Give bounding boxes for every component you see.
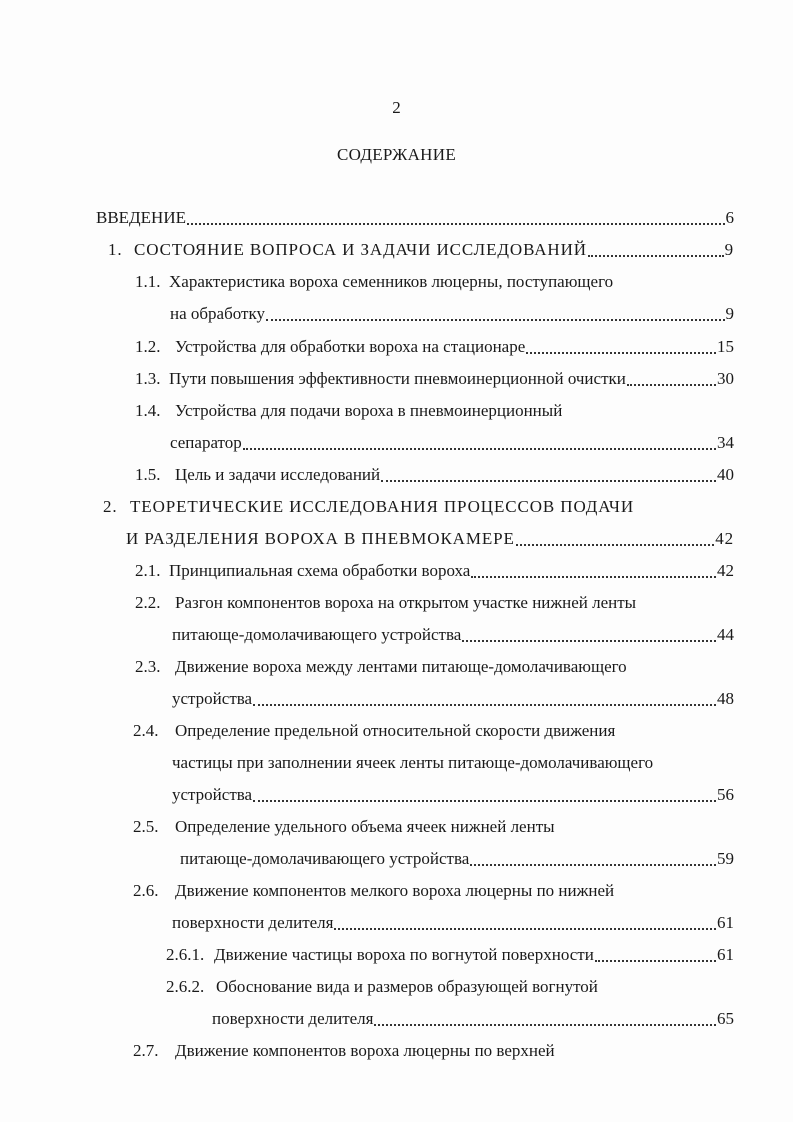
toc-entry-text: Определение предельной относительной скорости движения bbox=[175, 721, 616, 740]
toc-entry-text: Устройства для подачи вороха в пневмоинерционный bbox=[175, 401, 563, 420]
toc-title: СОДЕРЖАНИЕ bbox=[336, 145, 457, 164]
toc-entry-number: 1.5. bbox=[135, 465, 161, 484]
toc-entry-page: 42 bbox=[717, 561, 734, 580]
toc-entry-text: Разгон компонентов вороха на открытом участке нижней ленты bbox=[175, 593, 637, 612]
toc-entry-page: 56 bbox=[717, 785, 734, 804]
toc-entry-text: питающе-домолачивающего устройства bbox=[180, 849, 470, 868]
toc-entry-text: питающе-домолачивающего устройства bbox=[172, 625, 462, 644]
toc-entry-number: 2.4. bbox=[133, 721, 159, 740]
toc-entry-2-3-cont[interactable] bbox=[172, 688, 734, 710]
toc-entry-page: 61 bbox=[717, 945, 734, 964]
toc-entry-page: 40 bbox=[717, 465, 734, 484]
toc-entry-number: 1.2. bbox=[135, 337, 161, 356]
toc-entry-number: 2. bbox=[103, 497, 118, 516]
toc-entry-text: поверхности делителя bbox=[172, 913, 334, 932]
toc-entry-text: Устройства для обработки вороха на стационаре bbox=[175, 337, 526, 356]
dot-leader bbox=[470, 852, 716, 866]
toc-entry-2-6-1[interactable] bbox=[166, 944, 734, 966]
dot-leader bbox=[471, 564, 716, 578]
dot-leader bbox=[627, 372, 716, 386]
toc-entry-number: 1.1. bbox=[135, 272, 161, 291]
toc-entry-text: ВВЕДЕНИЕ bbox=[96, 208, 186, 227]
toc-entry-2-4[interactable] bbox=[133, 720, 734, 742]
toc-entry-2-1[interactable] bbox=[135, 560, 734, 582]
toc-entry-text: Движение вороха между лентами питающе-домолачивающего bbox=[175, 657, 627, 676]
toc-entry-text: частицы при заполнении ячеек ленты питающе-домолачивающего bbox=[172, 753, 654, 772]
toc-entry-1-4[interactable] bbox=[135, 400, 734, 422]
toc-entry-1-2[interactable] bbox=[135, 336, 734, 358]
toc-entry-page: 44 bbox=[717, 625, 734, 644]
toc-entry-number: 1.3. bbox=[135, 369, 161, 388]
dot-leader bbox=[595, 948, 716, 962]
page-number: 2 bbox=[392, 98, 401, 117]
toc-entry-page: 42 bbox=[715, 529, 734, 548]
toc-entry-text: устройства bbox=[172, 785, 253, 804]
toc-entry-2-3[interactable] bbox=[135, 656, 734, 678]
toc-entry-number: 1.4. bbox=[135, 401, 161, 420]
toc-entry-chapter-2[interactable] bbox=[103, 496, 734, 518]
toc-entry-2-4-cont-1[interactable] bbox=[172, 752, 734, 774]
toc-entry-text: Пути повышения эффективности пневмоинерционной очистки bbox=[169, 369, 626, 388]
toc-entry-number: 2.6.2. bbox=[166, 977, 205, 996]
toc-entry-text: Цель и задачи исследований bbox=[175, 465, 381, 484]
toc-entry-intro[interactable] bbox=[96, 207, 734, 229]
toc-entry-1-5[interactable] bbox=[135, 464, 734, 486]
dot-leader bbox=[588, 243, 724, 257]
toc-entry-1-4-cont[interactable] bbox=[170, 432, 734, 454]
toc-entry-page: 6 bbox=[725, 208, 734, 227]
toc-entry-2-2[interactable] bbox=[135, 592, 734, 614]
toc-entry-page: 15 bbox=[717, 337, 734, 356]
dot-leader bbox=[381, 468, 716, 482]
toc-entry-text: Движение компонентов мелкого вороха люцерны по нижней bbox=[175, 881, 615, 900]
toc-entry-page: 59 bbox=[717, 849, 734, 868]
toc-entry-2-4-cont-2[interactable] bbox=[172, 784, 734, 806]
toc-entry-text: Определение удельного объема ячеек нижней ленты bbox=[175, 817, 555, 836]
toc-entry-2-5-cont[interactable] bbox=[180, 848, 734, 870]
toc-entry-text: поверхности делителя bbox=[212, 1009, 374, 1028]
toc-entry-page: 9 bbox=[725, 304, 734, 323]
toc-entry-text: устройства bbox=[172, 689, 253, 708]
dot-leader bbox=[526, 340, 716, 354]
toc-entry-1-1-cont[interactable] bbox=[170, 303, 734, 325]
toc-entry-number: 2.5. bbox=[133, 817, 159, 836]
toc-entry-page: 65 bbox=[717, 1009, 734, 1028]
dot-leader bbox=[374, 1012, 716, 1026]
toc-entry-page: 34 bbox=[717, 433, 734, 452]
dot-leader bbox=[243, 436, 716, 450]
toc-entry-page: 48 bbox=[717, 689, 734, 708]
toc-entry-text: И РАЗДЕЛЕНИЯ ВОРОХА В ПНЕВМОКАМЕРЕ bbox=[126, 529, 515, 548]
toc-entry-text: на обработку bbox=[170, 304, 265, 323]
dot-leader bbox=[253, 788, 716, 802]
dot-leader bbox=[253, 692, 716, 706]
toc-entry-number: 2.6. bbox=[133, 881, 159, 900]
toc-entry-number: 2.2. bbox=[135, 593, 161, 612]
toc-entry-2-6-cont[interactable] bbox=[172, 912, 734, 934]
toc-entry-page: 61 bbox=[717, 913, 734, 932]
toc-entry-2-6-2-cont[interactable] bbox=[212, 1008, 734, 1030]
toc-entry-chapter-2-cont[interactable] bbox=[126, 528, 734, 550]
toc-entry-page: 30 bbox=[717, 369, 734, 388]
toc-entry-2-2-cont[interactable] bbox=[172, 624, 734, 646]
toc-entry-text: сепаратор bbox=[170, 433, 242, 452]
toc-entry-1-3[interactable] bbox=[135, 368, 734, 390]
toc-entry-2-6-2[interactable] bbox=[166, 976, 734, 998]
toc-entry-text: Принципиальная схема обработки вороха bbox=[169, 561, 471, 580]
toc-entry-chapter-1[interactable] bbox=[108, 239, 734, 261]
dot-leader bbox=[187, 211, 725, 225]
toc-entry-2-5[interactable] bbox=[133, 816, 734, 838]
toc-entry-number: 2.7. bbox=[133, 1041, 159, 1060]
dot-leader bbox=[462, 628, 716, 642]
dot-leader bbox=[334, 916, 716, 930]
toc-entry-text: Движение компонентов вороха люцерны по верхней bbox=[175, 1041, 555, 1060]
toc-entry-number: 2.3. bbox=[135, 657, 161, 676]
toc-entry-2-6[interactable] bbox=[133, 880, 734, 902]
toc-entry-number: 2.6.1. bbox=[166, 945, 205, 964]
toc-entry-text: СОСТОЯНИЕ ВОПРОСА И ЗАДАЧИ ИССЛЕДОВАНИЙ bbox=[134, 240, 587, 259]
dot-leader bbox=[516, 532, 714, 546]
toc-entry-number: 2.1. bbox=[135, 561, 161, 580]
toc-entry-page: 9 bbox=[724, 240, 734, 259]
toc-entry-number: 1. bbox=[108, 240, 123, 259]
toc-entry-2-7[interactable] bbox=[133, 1040, 734, 1062]
dot-leader bbox=[266, 307, 725, 321]
toc-entry-text: ТЕОРЕТИЧЕСКИЕ ИССЛЕДОВАНИЯ ПРОЦЕССОВ ПОДАЧИ bbox=[130, 497, 635, 516]
toc-entry-text: Характеристика вороха семенников люцерны, поступающего bbox=[169, 272, 614, 291]
toc-entry-1-1[interactable] bbox=[135, 271, 734, 293]
toc-entry-text: Обоснование вида и размеров образующей вогнутой bbox=[216, 977, 598, 996]
toc-entry-text: Движение частицы вороха по вогнутой поверхности bbox=[214, 945, 594, 964]
